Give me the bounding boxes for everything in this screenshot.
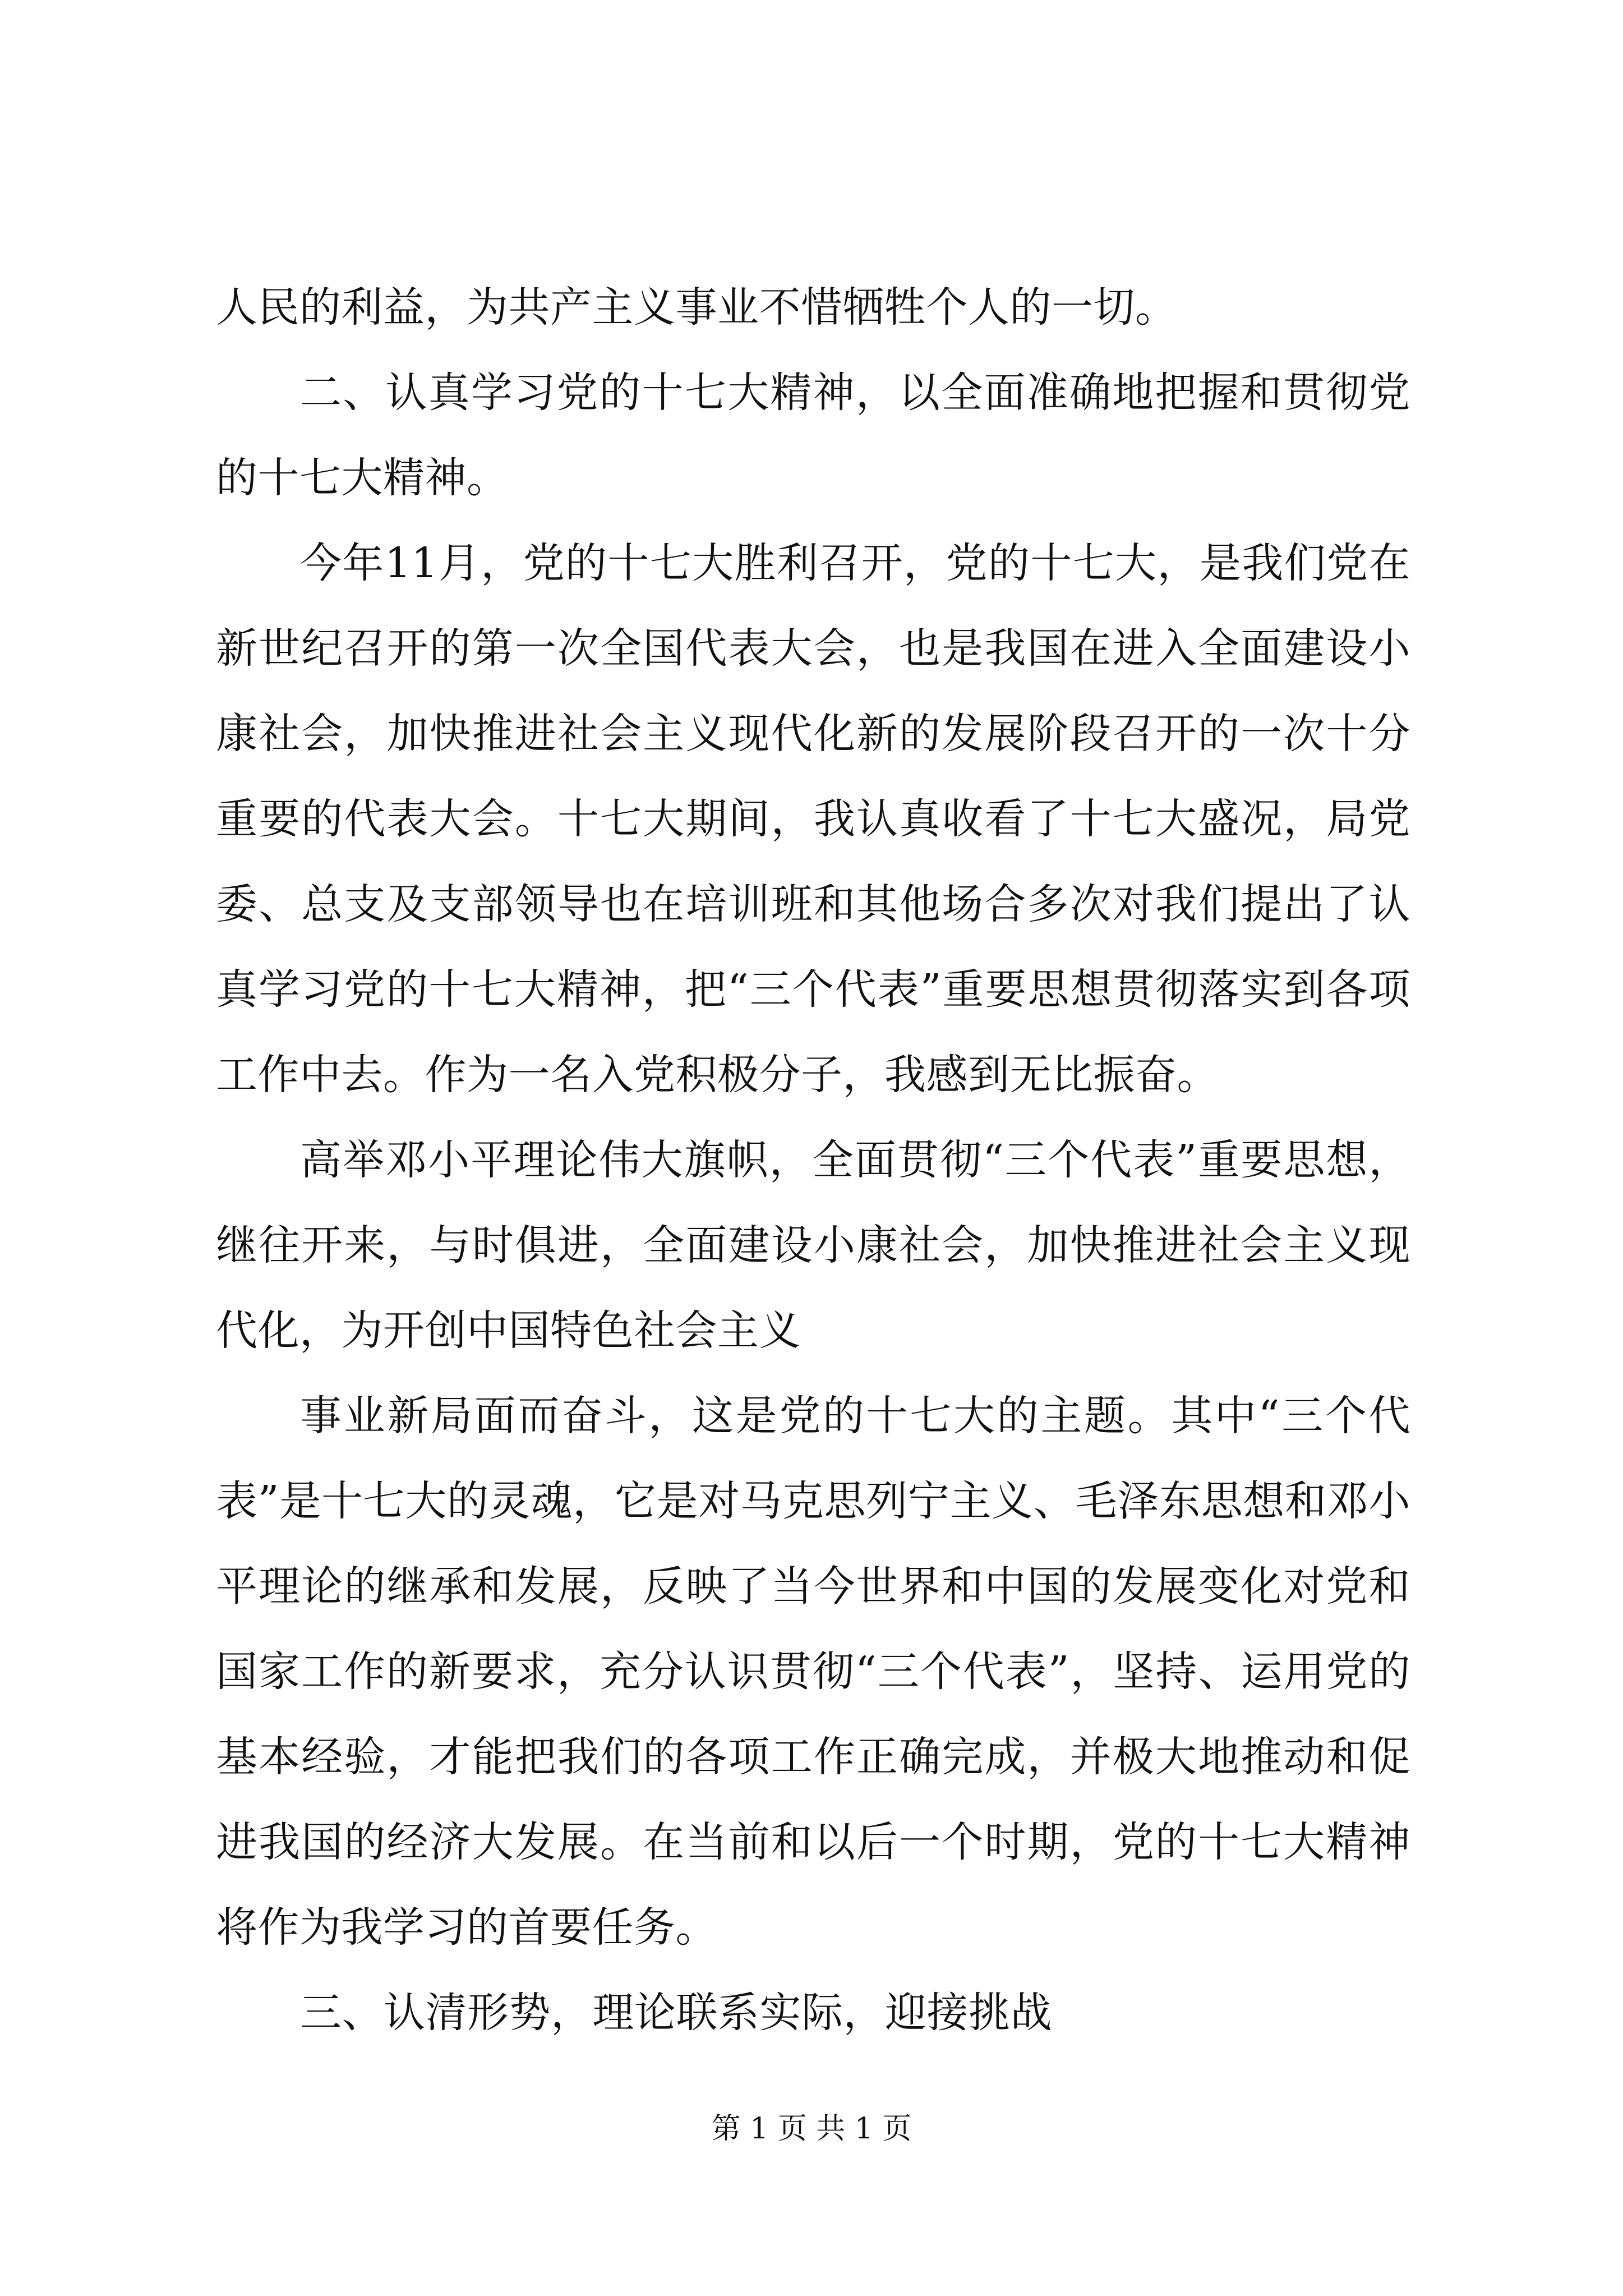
paragraph-theme-explanation: 事业新局面而奋斗，这是党的十七大的主题。其中“三个代表”是十七大的灵魂，它是对马克思列宁主义、毛泽东思想和邓小平理论的继承和发展，反映了当今世界和中国的发展变化对党和国家工作的新要求，充分认识贯彻“三个代表”，坚持、运用党的基本经验，才能把我们的各项工作正确完成，并极大地推动和促进我国的经济大发展。在当前和以后一个时期，党的十七大精神将作为我学习的首要任务。 (216, 1392, 1410, 1952)
page-footer: 第 1 页 共 1 页 (711, 2112, 912, 2146)
paragraph-continuation: 人民的利益，为共产主义事业不惜牺牲个人的一切。 (216, 283, 1177, 332)
paragraph-theme-banner: 高举邓小平理论伟大旗帜，全面贯彻“三个代表”重要思想，继往开来，与时俱进，全面建设小康社会，加快推进社会主义现代化，为开创中国特色社会主义 (216, 1136, 1410, 1355)
paragraph-section-two-heading: 二、认真学习党的十七大精神，以全面准确地把握和贯彻党的十七大精神。 (216, 369, 1410, 502)
paragraph-congress-overview: 今年11月，党的十七大胜利召开，党的十七大，是我们党在新世纪召开的第一次全国代表大会，也是我国在进入全面建设小康社会，加快推进社会主义现代化新的发展阶段召开的一次十分重要的代表大会。十七大期间，我认真收看了十七大盛况，局党委、总支及支部领导也在培训班和其他场合多次对我们提出了认真学习党的十七大精神，把“三个代表”重要思想贯彻落实到各项工作中去。作为一名入党积极分子，我感到无比振奋。 (216, 539, 1410, 1099)
paragraph-section-three-heading: 三、认清形势，理论联系实际，迎接挑战 (300, 1989, 1052, 2037)
document-body (216, 265, 1410, 2055)
